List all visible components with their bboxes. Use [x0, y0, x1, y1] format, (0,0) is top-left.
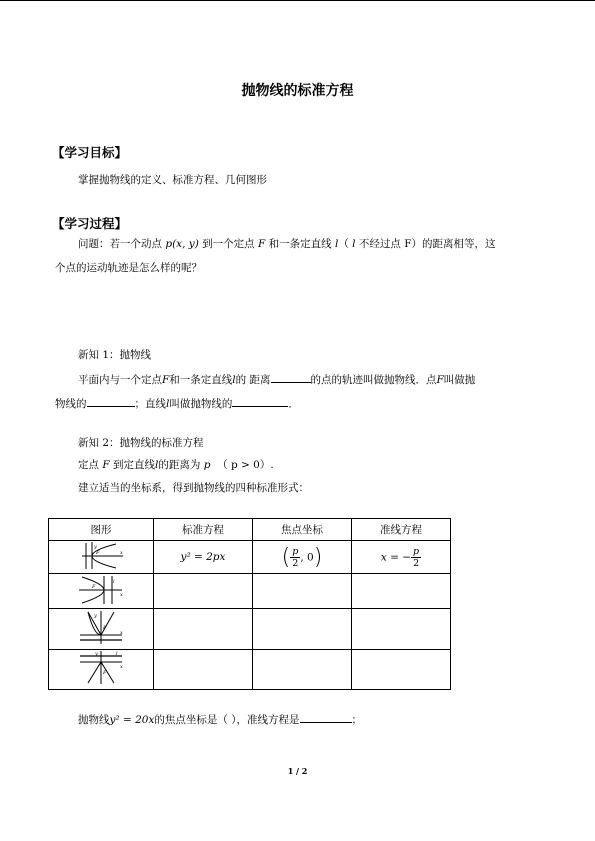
equation-cell: [154, 574, 253, 609]
axis-label-x: x: [120, 550, 123, 556]
knowledge-2-line-2: 建立适当的坐标系，得到抛物线的四种标准形式：: [78, 482, 309, 494]
equation-cell: [154, 650, 253, 690]
table-row: [49, 574, 451, 609]
focus-label: F: [103, 670, 107, 676]
axis-label-x: x: [120, 592, 123, 598]
axis-label-y: y: [95, 651, 98, 657]
parabola-up-graph: [76, 609, 126, 646]
fill-blank[interactable]: [300, 711, 352, 723]
focus-label: F: [96, 550, 100, 556]
page-number: 1 / 2: [287, 766, 308, 776]
exercise-line: 抛物线y² = 20x的焦点坐标是（ ），准线方程是 ；: [78, 711, 362, 727]
knowledge-1-line-2: 物线的 ；直线l叫做抛物线的 ．: [55, 395, 299, 411]
table-row: [49, 541, 451, 574]
equation-cell: [154, 609, 253, 650]
parabola-down-graph: [76, 650, 126, 686]
top-rule: [0, 0, 595, 1]
directrix-label: l: [113, 579, 115, 585]
focus-cell: ( $\frac{p}{2}$ , 0): [253, 541, 352, 574]
fill-blank[interactable]: [232, 395, 288, 407]
graph-cell: [49, 574, 154, 609]
axis-label-y: y: [94, 613, 97, 619]
knowledge-1-line-1: 平面内与一个定点F和一条定直线l的 距离 的点的轨迹叫做抛物线．点F叫做抛: [78, 371, 475, 387]
fill-blank[interactable]: [87, 395, 135, 407]
header-equation: 标准方程: [154, 519, 253, 541]
focus-cell: [253, 650, 352, 690]
axis-label-x: x: [120, 664, 123, 670]
focus-cell: [253, 609, 352, 650]
axis-label-x: x: [120, 630, 123, 636]
parabola-right-graph: [76, 541, 126, 570]
focus-label: F: [92, 584, 96, 590]
knowledge-2-line-1: 定点 F 到定直线l的距离为 p （ p > 0）.: [78, 459, 274, 471]
question-line-2: 个点的运动轨迹是怎么样的呢？: [55, 262, 202, 274]
table-row: [49, 609, 451, 650]
graph-cell: [49, 541, 154, 574]
directrix-cell: x = − $\frac{p}{2}$: [352, 541, 451, 574]
page-title: 抛物线的标准方程: [241, 83, 354, 99]
knowledge-1-label: 新知 1：抛物线: [78, 349, 152, 361]
graph-cell: [49, 650, 154, 690]
directrix-cell: [352, 574, 451, 609]
parabola-forms-table: [48, 518, 451, 690]
graph-cell: [49, 609, 154, 650]
table-row: [49, 650, 451, 690]
parabola-left-graph: [76, 574, 126, 605]
header-focus: 焦点坐标: [253, 519, 352, 541]
table-header-row: [49, 519, 451, 541]
question-line-1: 问题：若一个动点 p(x, y) 到一个定点 F 和一条定直线 l（ l 不经过点 F）的距离相等，这: [78, 238, 496, 250]
knowledge-2-label: 新知 2：抛物线的标准方程: [78, 437, 204, 449]
header-graph: 图形: [49, 519, 154, 541]
focus-label: F: [103, 625, 107, 631]
directrix-cell: [352, 609, 451, 650]
directrix-cell: [352, 650, 451, 690]
header-directrix: 准线方程: [352, 519, 451, 541]
directrix-label: l: [116, 651, 118, 657]
section-heading-goals: 【学习目标】: [52, 145, 128, 160]
equation-cell: y² = 2px: [154, 541, 253, 574]
axis-label-y: y: [94, 544, 97, 550]
goals-text: 掌握抛物线的定义、标准方程、几何图形: [78, 174, 267, 186]
focus-cell: [253, 574, 352, 609]
section-heading-process: 【学习过程】: [52, 216, 128, 231]
fill-blank[interactable]: [271, 371, 311, 383]
